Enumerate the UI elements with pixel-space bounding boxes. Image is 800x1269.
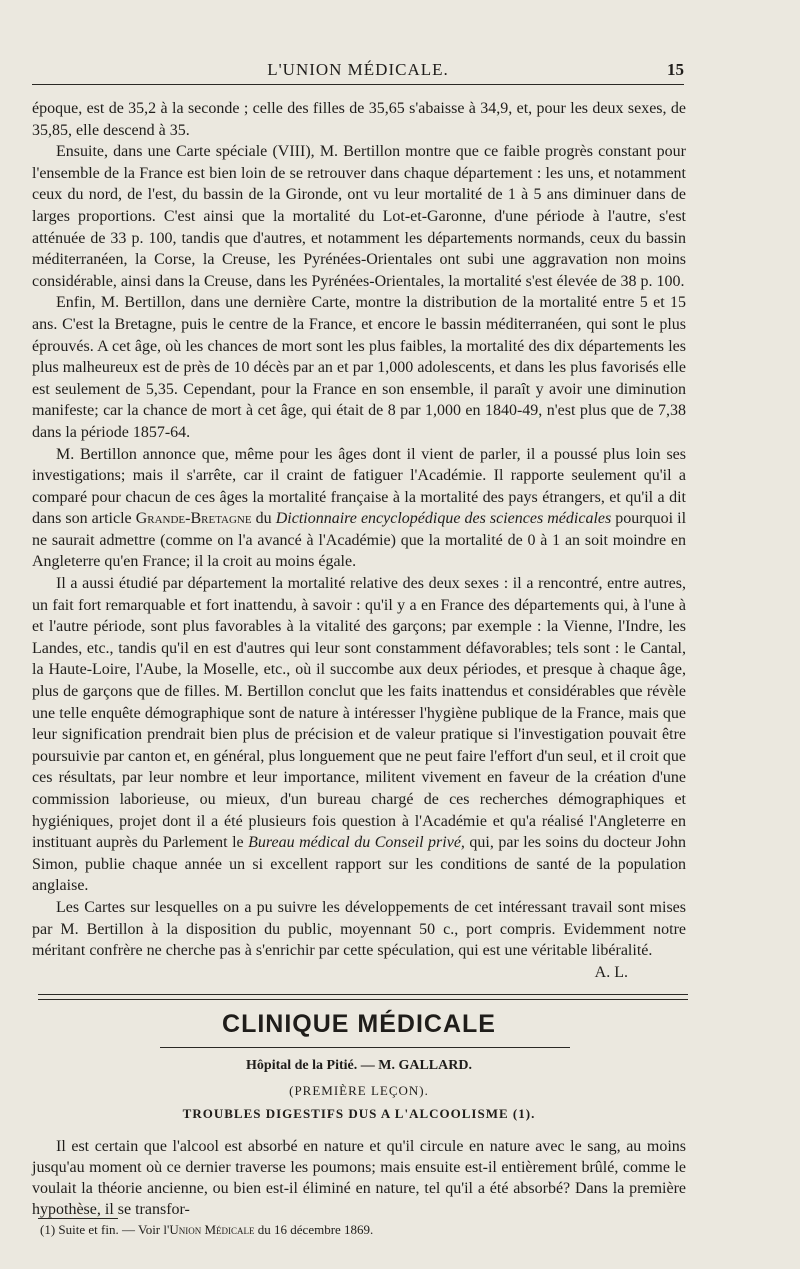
- footnote-rule: [38, 1218, 118, 1219]
- hospital-line: Hôpital de la Pitié. — M. GALLARD.: [246, 1058, 472, 1073]
- paragraph-6: [32, 897, 686, 981]
- paragraph-5-text-b: qui, par les soins du docteur John Simon, publie chaque année un si excellent rapport sur les conditions de santé de la population anglaise.: [32, 834, 687, 895]
- page-header: [32, 56, 684, 85]
- footnote-text-b: du 16 décembre 1869.: [254, 1222, 374, 1237]
- title-underline: [160, 1047, 570, 1048]
- footnote-text-a: Suite et fin. — Voir l': [58, 1222, 170, 1237]
- footnote: [40, 1222, 680, 1238]
- footnote-number: (1): [40, 1222, 56, 1237]
- paragraph-4-text-b: pourquoi il ne saurait admettre (comme on l'a avancé à l'Académie) que la mortalité de 0 à 1 an soit moindre en Angleterre qu'en France; il la croit au moins égale.: [32, 510, 687, 571]
- section-divider: [38, 994, 688, 1000]
- dictionary-title: Dictionnaire encyclopédique des sciences médicales: [275, 510, 612, 528]
- paragraph-4: [32, 444, 686, 574]
- paragraph-4-text-a: M. Bertillon annonce que, même pour les âges dont il vient de parler, il a poussé plus loin ses investigations; mais il s'arrête, car il craint de fatiguer l'Académie. Il rapporte seulement qu'il a comparé pour chacun de ces âges la mortalité française à la mortalité des pays étrangers, et qu'il a dit dans son article: [32, 445, 686, 528]
- lecture-paragraph: Il est certain que l'alcool est absorbé en nature et qu'il circule en nature avec le sang, au moins jusqu'au moment où ce dernier traverse les poumons; mais ensuite est-il entièrement brûlé, comme le voulait la théorie ancienne, ou bien est-il éliminé en nature, tel qu'il a été absorbé? Dans la première hypothèse, il se transfor-: [32, 1138, 686, 1218]
- page-number: 15: [667, 60, 684, 79]
- lecture-subtitle: [32, 1106, 686, 1122]
- footnote-reference: (1).: [512, 1106, 536, 1121]
- author-signature: A. L.: [594, 963, 628, 981]
- lecture-number: (PREMIÈRE LEÇON).: [289, 1083, 429, 1098]
- paragraph-3: Enfin, M. Bertillon, dans une dernière Carte, montre la distribution de la mortalité entre 5 et 15 ans. C'est la Bretagne, puis le centre de la France, et encore le bassin méditerranéen, qui sont le plus éprouvés. A cet âge, où les chances de mort sont les plus faibles, la mortalité des dix départements les plus malheureux est de près de 10 décès par an et par 1,000 adolescents, et dans les plus favorisés elle est seulement de 5,35. Cependant, pour la France en son ensemble, il paraît y avoir une diminution manifeste; car la chance de mort à cet âge, qui était de 8 par 1,000 en 1840-49, n'est plus que de 7,38 dans la période 1857-64.: [32, 294, 686, 441]
- running-title: L'UNION MÉDICALE.: [267, 60, 449, 79]
- article-body: [32, 98, 686, 983]
- paragraph-6-text: Les Cartes sur lesquelles on a pu suivre les développements de cet intéressant travail sont mises par M. Bertillon à la disposition du public, moyennant 50 c., port compris. Evidemment notre méritant confrère ne cherche pas à s'enrichir par cette spéculation, qui est une véritable libéralité.: [32, 898, 686, 960]
- lecture-body: [32, 1136, 686, 1220]
- paragraph-5: [32, 573, 686, 897]
- footnote-journal: Union Médicale: [169, 1222, 255, 1237]
- paragraph-4-du: du: [255, 510, 272, 528]
- article-reference: Grande-Bretagne: [135, 510, 252, 528]
- paragraph-1: époque, est de 35,2 à la seconde ; celle des filles de 35,65 s'abaisse à 34,9, et, pour les deux sexes, de 35,85, elle descend à 35.: [32, 100, 686, 139]
- lecture-subtitle-text: TROUBLES DIGESTIFS DUS A L'ALCOOLISME: [182, 1106, 509, 1121]
- bureau-name: Bureau médical du Conseil privé,: [248, 834, 465, 852]
- paragraph-2: Ensuite, dans une Carte spéciale (VIII), M. Bertillon montre que ce faible progrès constant pour l'ensemble de la France est bien loin de se retrouver dans chaque département : les uns, et notamment ceux du nord, de l'est, du bassin de la Gironde, ont vu leur mortalité de 1 à 5 ans diminuer dans de larges proportions. C'est ainsi que la mortalité du Lot-et-Garonne, d'une période à l'autre, s'est atténuée de 33 p. 100, tandis que d'autres, et notamment les départements normands, ceux du bassin méditerranéen, la Corse, la Creuse, les Pyrénées-Orientales ont subi une aggravation non moins considérable, ainsi dans la Creuse, dans les Pyrénées-Orientales, la mortalité s'est élevée de 38 p. 100.: [32, 143, 686, 290]
- section-title: CLINIQUE MÉDICALE: [222, 1010, 496, 1038]
- paragraph-5-text-a: Il a aussi étudié par département la mortalité relative des deux sexes : il a rencontré, entre autres, un fait fort remarquable et fort inattendu, à savoir : qu'il y a en France des départements qui, à l'une à et l'autre période, sont plus favorables à la vitalité des garçons; par exemple : la Vienne, l'Indre, les Landes, etc., tandis qu'il en est d'autres qui leur sont constamment défavorables; tels sont : le Cantal, la Haute-Loire, l'Aube, la Moselle, etc., où il succombe aux deux périodes, et presque à chaque âge, plus de garçons que de filles. M. Bertillon conclut que les faits inattendus et considérables que révèle une telle enquête démographique sont de nature à intéresser l'hygiène publique de la France, mais que leur signification prendrait bien plus de précision et de valeur pratique si l'investigation pouvait être poursuivie par canton et, en général, plus longuement que ne peut faire l'effort d'un seul, et il croit que ces résultats, par leur nombre et leur importance, militent vivement en faveur de la création d'une commission laborieuse, ou mieux, d'un bureau chargé de ces recherches démographiques et hygiéniques, projet dont il a été plusieurs fois question à l'Académie et qu'a réalisé l'Angleterre en instituant auprès du Parlement le: [32, 575, 686, 852]
